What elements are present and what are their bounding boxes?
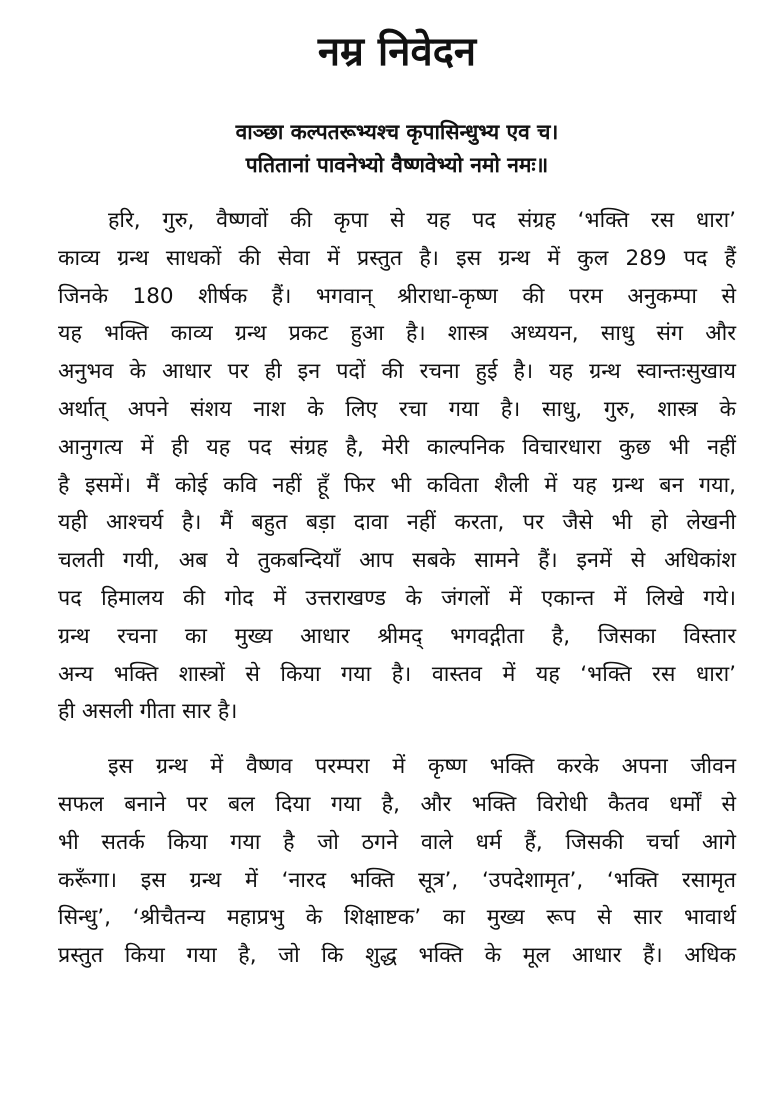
text-line: ही असली गीता सार है। [58, 699, 238, 725]
text-line: अर्थात् अपने संशय नाश के लिए रचा गया है। साधु, गुरु, शास्त्र के [58, 396, 736, 422]
text-line: इस ग्रन्थ में वैष्णव परम्परा में कृष्ण भक्ति करके अपना जीवन [108, 754, 736, 780]
verse-line: वाञ्छा कल्पतरूभ्यश्च कृपासिन्धुभ्य एव च। [235, 120, 559, 144]
sanskrit-verse [58, 116, 736, 182]
text-line: काव्य ग्रन्थ साधकों की सेवा में प्रस्तुत है। इस ग्रन्थ में कुल 289 पद हैं [58, 245, 736, 271]
text-line: भी सतर्क किया गया है जो ठगने वाले धर्म हैं, जिसकी चर्चा आगे [58, 829, 736, 855]
text-line: पद हिमालय की गोद में उत्तराखण्ड के जंगलों में एकान्त में लिखे गये। [58, 585, 736, 611]
text-line: आनुगत्य में ही यह पद संग्रह है, मेरी काल्पनिक विचारधारा कुछ भी नहीं [58, 434, 736, 460]
paragraph-1 [58, 202, 736, 731]
text-line: सफल बनाने पर बल दिया गया है, और भक्ति विरोधी कैतव धर्मों से [58, 791, 736, 817]
text-line: करूँगा। इस ग्रन्थ में ‘नारद भक्ति सूत्र’, ‘उपदेशामृत’, ‘भक्ति रसामृत [58, 867, 736, 893]
document-page [58, 26, 736, 975]
text-line: जिनके 180 शीर्षक हैं। भगवान् श्रीराधा-कृष्ण की परम अनुकम्पा से [58, 283, 736, 309]
text-line: ग्रन्थ रचना का मुख्य आधार श्रीमद् भगवद्गीता है, जिसका विस्तार [58, 623, 736, 649]
text-line: सिन्धु’, ‘श्रीचैतन्य महाप्रभु के शिक्षाष्टक’ का मुख्य रूप से सार भावार्थ [58, 905, 736, 931]
text-line: अनुभव के आधार पर ही इन पदों की रचना हुई है। यह ग्रन्थ स्वान्तःसुखाय [58, 359, 736, 385]
text-line: अन्य भक्ति शास्त्रों से किया गया है। वास्तव में यह ‘भक्ति रस धारा’ [58, 661, 736, 687]
paragraph-2 [58, 748, 736, 975]
text-line: है इसमें। मैं कोई कवि नहीं हूँ फिर भी कविता शैली में यह ग्रन्थ बन गया, [58, 472, 736, 498]
text-line: यह भक्ति काव्य ग्रन्थ प्रकट हुआ है। शास्त्र अध्ययन, साधु संग और [58, 321, 736, 347]
verse-line: पतितानां पावनेभ्यो वैष्णवेभ्यो नमो नमः॥ [245, 153, 549, 177]
text-line: चलती गयी, अब ये तुकबन्दियाँ आप सबके सामने हैं। इनमें से अधिकांश [58, 548, 736, 574]
text-line: प्रस्तुत किया गया है, जो कि शुद्ध भक्ति के मूल आधार हैं। अधिक [58, 943, 736, 969]
page-title: नम्र निवेदन [317, 29, 477, 75]
text-line: हरि, गुरु, वैष्णवों की कृपा से यह पद संग्रह ‘भक्ति रस धारा’ [108, 208, 736, 233]
text-line: यही आश्चर्य है। मैं बहुत बड़ा दावा नहीं करता, पर जैसे भी हो लेखनी [58, 510, 736, 536]
